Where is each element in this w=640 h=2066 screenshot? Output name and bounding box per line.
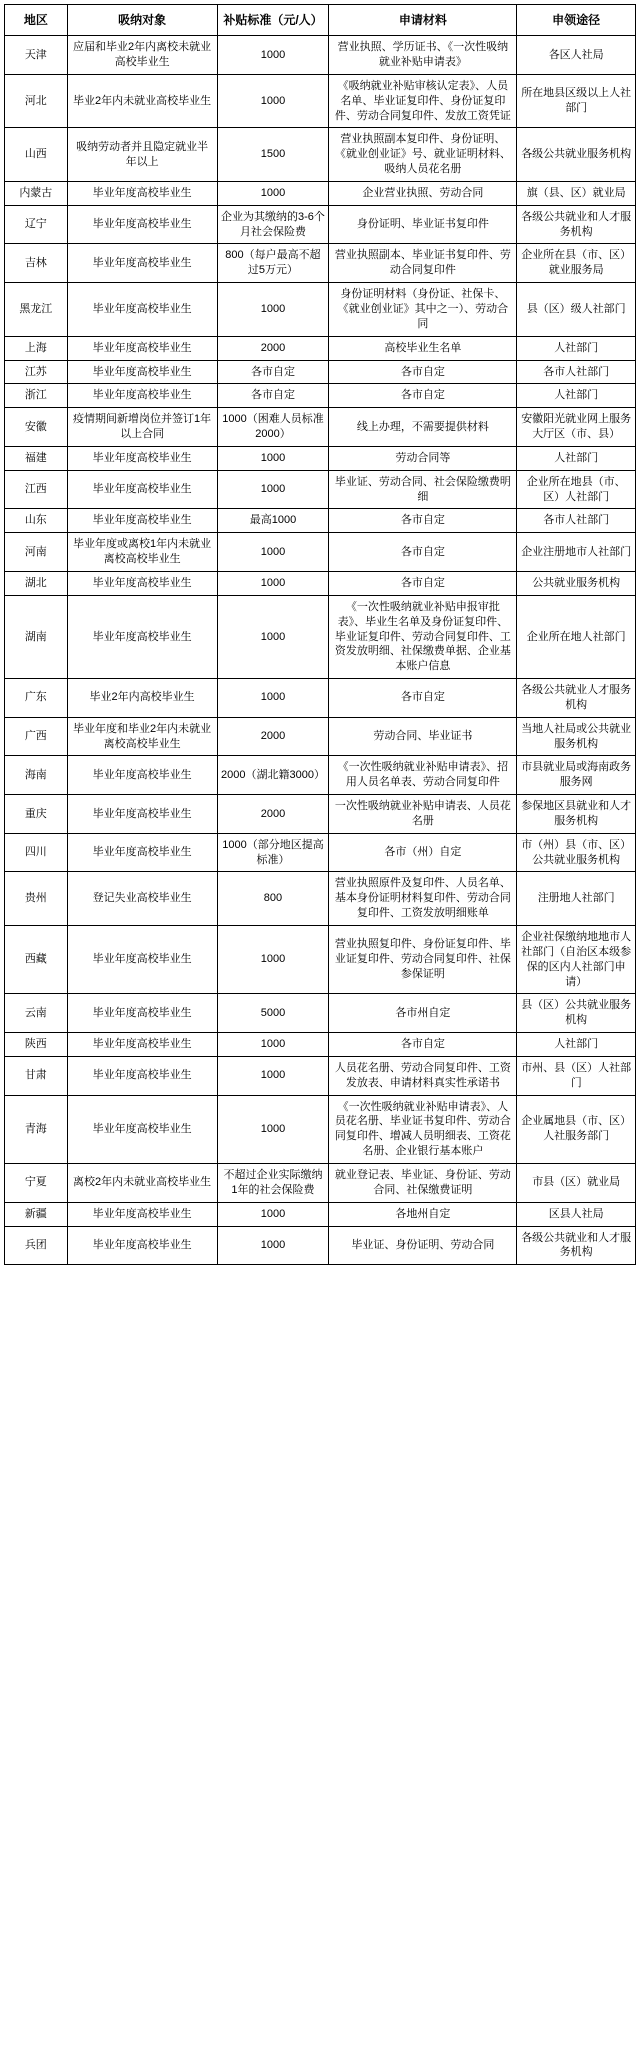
cell-standard: 2000	[217, 795, 329, 834]
cell-materials: 《一次性吸纳就业补贴申报审批表》、毕业生名单及身份证复印件、毕业证复印件、劳动合同复印件、工资发放明细、社保缴费单据、企业基本账户信息	[329, 595, 517, 678]
cell-region: 江西	[5, 470, 68, 509]
cell-target: 离校2年内未就业高校毕业生	[67, 1163, 217, 1202]
cell-region: 安徽	[5, 408, 68, 447]
cell-region: 上海	[5, 336, 68, 360]
cell-standard: 1000	[217, 74, 329, 128]
table-row	[5, 533, 636, 572]
cell-channel: 区县人社局	[517, 1202, 636, 1226]
cell-channel: 人社部门	[517, 1033, 636, 1057]
cell-region: 兵团	[5, 1226, 68, 1265]
cell-channel: 各市人社部门	[517, 360, 636, 384]
cell-region: 西藏	[5, 926, 68, 994]
table-header	[5, 5, 636, 36]
table-row	[5, 872, 636, 926]
cell-region: 山东	[5, 509, 68, 533]
cell-channel: 各级公共就业和人才服务机构	[517, 1226, 636, 1265]
cell-channel: 各级公共就业服务机构	[517, 128, 636, 182]
cell-target: 毕业年度高校毕业生	[67, 336, 217, 360]
cell-materials: 营业执照原件及复印件、人员名单、基本身份证明材料复印件、劳动合同复印件、工资发放明细账单	[329, 872, 517, 926]
cell-channel: 企业注册地市人社部门	[517, 533, 636, 572]
cell-materials: 营业执照副本、毕业证书复印件、劳动合同复印件	[329, 244, 517, 283]
cell-region: 青海	[5, 1095, 68, 1163]
cell-region: 浙江	[5, 384, 68, 408]
cell-target: 毕业年度高校毕业生	[67, 595, 217, 678]
cell-materials: 毕业证、身份证明、劳动合同	[329, 1226, 517, 1265]
cell-channel: 各区人社局	[517, 36, 636, 75]
cell-target: 毕业年度和毕业2年内未就业离校高校毕业生	[67, 717, 217, 756]
cell-materials: 各市自定	[329, 679, 517, 718]
cell-target: 毕业年度高校毕业生	[67, 1056, 217, 1095]
cell-region: 广西	[5, 717, 68, 756]
cell-channel: 县（区）公共就业服务机构	[517, 994, 636, 1033]
cell-materials: 各市自定	[329, 571, 517, 595]
cell-target: 毕业年度高校毕业生	[67, 1226, 217, 1265]
cell-materials: 毕业证、劳动合同、社会保险缴费明细	[329, 470, 517, 509]
cell-channel: 人社部门	[517, 446, 636, 470]
cell-region: 河北	[5, 74, 68, 128]
cell-target: 毕业年度高校毕业生	[67, 795, 217, 834]
cell-standard: 1000	[217, 1056, 329, 1095]
column-header-region: 地区	[5, 5, 68, 36]
table-row	[5, 384, 636, 408]
table-row	[5, 181, 636, 205]
cell-target: 毕业年度高校毕业生	[67, 1095, 217, 1163]
cell-standard: 2000	[217, 717, 329, 756]
cell-standard: 800（每户最高不超过5万元）	[217, 244, 329, 283]
cell-target: 毕业年度高校毕业生	[67, 756, 217, 795]
table-row	[5, 470, 636, 509]
cell-standard: 1000	[217, 571, 329, 595]
cell-standard: 1000	[217, 926, 329, 994]
cell-materials: 身份证明材料（身份证、社保卡、《就业创业证》其中之一）、劳动合同	[329, 283, 517, 337]
table-body	[5, 36, 636, 1265]
cell-channel: 人社部门	[517, 384, 636, 408]
table-row	[5, 571, 636, 595]
cell-target: 毕业年度高校毕业生	[67, 384, 217, 408]
cell-channel: 所在地县区级以上人社部门	[517, 74, 636, 128]
table-row	[5, 1095, 636, 1163]
cell-materials: 各市州自定	[329, 994, 517, 1033]
table-row	[5, 833, 636, 872]
cell-materials: 营业执照、学历证书、《一次性吸纳就业补贴申请表》	[329, 36, 517, 75]
cell-target: 毕业年度高校毕业生	[67, 571, 217, 595]
cell-region: 云南	[5, 994, 68, 1033]
column-header-channel: 申领途径	[517, 5, 636, 36]
table-row	[5, 74, 636, 128]
table-row	[5, 283, 636, 337]
table-row	[5, 1056, 636, 1095]
cell-target: 毕业2年内高校毕业生	[67, 679, 217, 718]
cell-target: 毕业年度高校毕业生	[67, 283, 217, 337]
cell-standard: 800	[217, 872, 329, 926]
cell-standard: 2000（湖北籍3000）	[217, 756, 329, 795]
cell-target: 毕业年度高校毕业生	[67, 994, 217, 1033]
cell-channel: 市州、县（区）人社部门	[517, 1056, 636, 1095]
cell-target: 毕业年度或离校1年内未就业离校高校毕业生	[67, 533, 217, 572]
cell-materials: 线上办理，不需要提供材料	[329, 408, 517, 447]
cell-materials: 一次性吸纳就业补贴申请表、人员花名册	[329, 795, 517, 834]
table-row	[5, 360, 636, 384]
table-row	[5, 1226, 636, 1265]
cell-region: 贵州	[5, 872, 68, 926]
table-row	[5, 1163, 636, 1202]
table-row	[5, 244, 636, 283]
cell-materials: 各市自定	[329, 533, 517, 572]
table-row	[5, 717, 636, 756]
table-row	[5, 756, 636, 795]
cell-standard: 1000	[217, 1033, 329, 1057]
column-header-target: 吸纳对象	[67, 5, 217, 36]
cell-region: 湖南	[5, 595, 68, 678]
table-row	[5, 205, 636, 244]
cell-materials: 各地州自定	[329, 1202, 517, 1226]
cell-standard: 1000	[217, 283, 329, 337]
cell-standard: 企业为其缴纳的3-6个月社会保险费	[217, 205, 329, 244]
cell-target: 毕业年度高校毕业生	[67, 926, 217, 994]
cell-region: 内蒙古	[5, 181, 68, 205]
cell-standard: 1000	[217, 1202, 329, 1226]
cell-materials: 各市自定	[329, 1033, 517, 1057]
cell-materials: 就业登记表、毕业证、身份证、劳动合同、社保缴费证明	[329, 1163, 517, 1202]
cell-region: 宁夏	[5, 1163, 68, 1202]
cell-materials: 劳动合同、毕业证书	[329, 717, 517, 756]
cell-target: 应届和毕业2年内离校未就业高校毕业生	[67, 36, 217, 75]
cell-channel: 注册地人社部门	[517, 872, 636, 926]
cell-standard: 2000	[217, 336, 329, 360]
cell-materials: 劳动合同等	[329, 446, 517, 470]
cell-channel: 企业所在地县（市、区）人社部门	[517, 470, 636, 509]
cell-standard: 1000	[217, 1095, 329, 1163]
cell-channel: 人社部门	[517, 336, 636, 360]
cell-channel: 市县（区）就业局	[517, 1163, 636, 1202]
cell-materials: 身份证明、毕业证书复印件	[329, 205, 517, 244]
table-row	[5, 1202, 636, 1226]
table-row	[5, 36, 636, 75]
cell-materials: 营业执照复印件、身份证复印件、毕业证复印件、劳动合同复印件、社保参保证明	[329, 926, 517, 994]
cell-region: 新疆	[5, 1202, 68, 1226]
cell-channel: 企业社保缴纳地地市人社部门（自治区本级参保的区内人社部门申请）	[517, 926, 636, 994]
cell-standard: 1000	[217, 595, 329, 678]
cell-standard: 1000	[217, 679, 329, 718]
cell-standard: 5000	[217, 994, 329, 1033]
cell-channel: 公共就业服务机构	[517, 571, 636, 595]
cell-region: 四川	[5, 833, 68, 872]
column-header-standard: 补贴标准（元/人）	[217, 5, 329, 36]
cell-region: 江苏	[5, 360, 68, 384]
cell-materials: 企业营业执照、劳动合同	[329, 181, 517, 205]
table-row	[5, 446, 636, 470]
cell-standard: 1500	[217, 128, 329, 182]
cell-target: 毕业年度高校毕业生	[67, 205, 217, 244]
cell-materials: 营业执照副本复印件、身份证明、《就业创业证》号、就业证明材料、吸纳人员花名册	[329, 128, 517, 182]
cell-channel: 安徽阳光就业网上服务大厅区（市、县）	[517, 408, 636, 447]
table-row	[5, 509, 636, 533]
table-row	[5, 595, 636, 678]
cell-region: 广东	[5, 679, 68, 718]
cell-channel: 各市人社部门	[517, 509, 636, 533]
cell-materials: 《吸纳就业补贴审核认定表》、人员名单、毕业证复印件、身份证复印件、劳动合同复印件、发放工资凭证	[329, 74, 517, 128]
table-row	[5, 408, 636, 447]
cell-channel: 参保地区县就业和人才服务机构	[517, 795, 636, 834]
table-row	[5, 336, 636, 360]
cell-region: 山西	[5, 128, 68, 182]
cell-channel: 市（州）县（市、区）公共就业服务机构	[517, 833, 636, 872]
cell-region: 黑龙江	[5, 283, 68, 337]
cell-target: 毕业年度高校毕业生	[67, 360, 217, 384]
cell-target: 毕业年度高校毕业生	[67, 1033, 217, 1057]
cell-standard: 不超过企业实际缴纳1年的社会保险费	[217, 1163, 329, 1202]
cell-target: 毕业年度高校毕业生	[67, 446, 217, 470]
cell-standard: 1000（困难人员标准2000）	[217, 408, 329, 447]
cell-target: 毕业年度高校毕业生	[67, 470, 217, 509]
cell-region: 吉林	[5, 244, 68, 283]
table-header-row	[5, 5, 636, 36]
cell-standard: 各市自定	[217, 360, 329, 384]
cell-target: 毕业年度高校毕业生	[67, 833, 217, 872]
cell-region: 福建	[5, 446, 68, 470]
cell-channel: 县（区）级人社部门	[517, 283, 636, 337]
cell-materials: 各市自定	[329, 360, 517, 384]
cell-channel: 当地人社局或公共就业服务机构	[517, 717, 636, 756]
cell-channel: 企业属地县（市、区）人社服务部门	[517, 1095, 636, 1163]
cell-channel: 市县就业局或海南政务服务网	[517, 756, 636, 795]
cell-target: 吸纳劳动者并且隐定就业半年以上	[67, 128, 217, 182]
table-row	[5, 1033, 636, 1057]
table-row	[5, 679, 636, 718]
cell-region: 重庆	[5, 795, 68, 834]
cell-channel: 各级公共就业和人才服务机构	[517, 205, 636, 244]
cell-standard: 最高1000	[217, 509, 329, 533]
cell-standard: 1000	[217, 181, 329, 205]
cell-region: 陕西	[5, 1033, 68, 1057]
cell-channel: 各级公共就业人才服务机构	[517, 679, 636, 718]
table-row	[5, 926, 636, 994]
table-row	[5, 795, 636, 834]
cell-region: 甘肃	[5, 1056, 68, 1095]
cell-standard: 1000	[217, 446, 329, 470]
cell-target: 毕业年度高校毕业生	[67, 1202, 217, 1226]
cell-materials: 各市自定	[329, 384, 517, 408]
cell-materials: 《一次性吸纳就业补贴申请表》、人员花名册、毕业证书复印件、劳动合同复印件、增减人员明细表、工资花名册、企业银行基本账户	[329, 1095, 517, 1163]
cell-target: 毕业年度高校毕业生	[67, 244, 217, 283]
cell-channel: 旗（县、区）就业局	[517, 181, 636, 205]
cell-target: 登记失业高校毕业生	[67, 872, 217, 926]
cell-standard: 1000	[217, 470, 329, 509]
cell-target: 疫情期间新增岗位并签订1年以上合同	[67, 408, 217, 447]
subsidy-table	[4, 4, 636, 1265]
cell-materials: 人员花名册、劳动合同复印件、工资发放表、申请材料真实性承诺书	[329, 1056, 517, 1095]
table-row	[5, 994, 636, 1033]
cell-standard: 各市自定	[217, 384, 329, 408]
cell-standard: 1000	[217, 36, 329, 75]
cell-region: 河南	[5, 533, 68, 572]
cell-materials: 各市自定	[329, 509, 517, 533]
cell-standard: 1000	[217, 1226, 329, 1265]
cell-standard: 1000	[217, 533, 329, 572]
cell-region: 海南	[5, 756, 68, 795]
cell-target: 毕业年度高校毕业生	[67, 181, 217, 205]
cell-target: 毕业年度高校毕业生	[67, 509, 217, 533]
cell-standard: 1000（部分地区提高标准）	[217, 833, 329, 872]
cell-region: 辽宁	[5, 205, 68, 244]
column-header-materials: 申请材料	[329, 5, 517, 36]
cell-materials: 高校毕业生名单	[329, 336, 517, 360]
cell-region: 天津	[5, 36, 68, 75]
cell-channel: 企业所在地人社部门	[517, 595, 636, 678]
cell-target: 毕业2年内未就业高校毕业生	[67, 74, 217, 128]
cell-channel: 企业所在县（市、区）就业服务局	[517, 244, 636, 283]
cell-materials: 《一次性吸纳就业补贴申请表》、招用人员名单表、劳动合同复印件	[329, 756, 517, 795]
cell-region: 湖北	[5, 571, 68, 595]
cell-materials: 各市（州）自定	[329, 833, 517, 872]
table-row	[5, 128, 636, 182]
